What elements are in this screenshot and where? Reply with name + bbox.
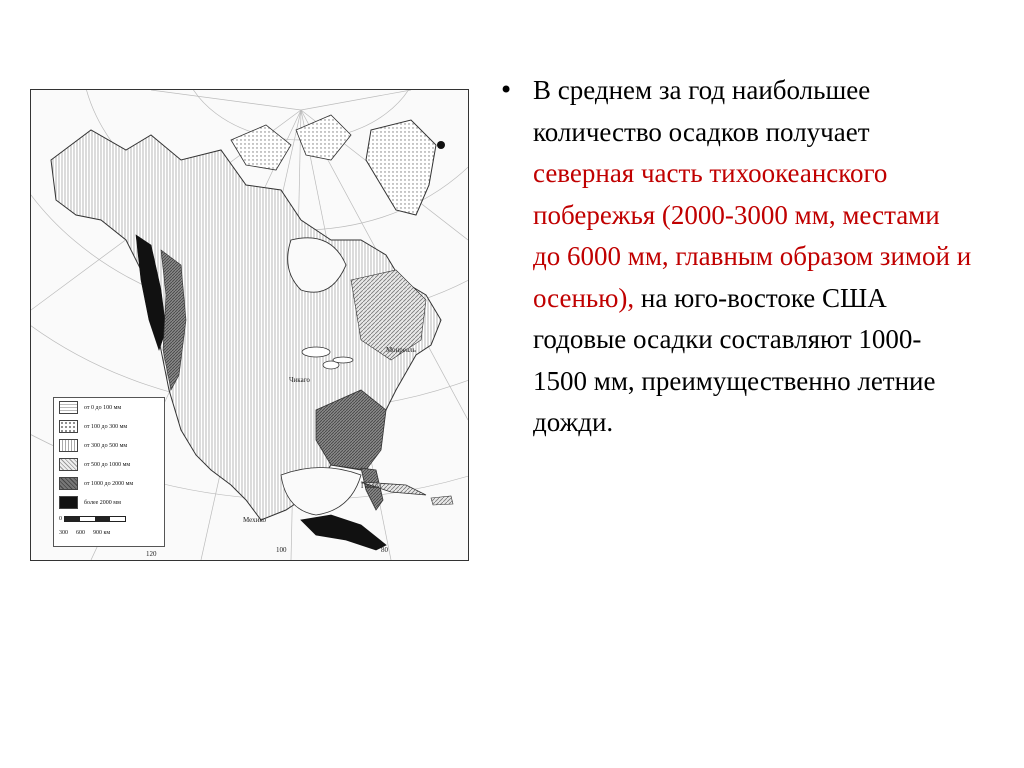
legend-item [54, 493, 164, 512]
hispaniola [431, 496, 453, 505]
text-highlight: северная часть тихоокеанского побережья (2000-3000 мм, местами до 6000 мм, главным образом зимой и осенью), [533, 158, 972, 313]
legend-swatch [59, 401, 78, 414]
legend-label: от 1000 до 2000 мм [84, 480, 134, 487]
legend-label: от 100 до 300 мм [84, 423, 128, 430]
meridian-label-80: 80 [381, 546, 388, 554]
legend-label: более 2000 мм [84, 499, 121, 506]
legend-swatch [59, 420, 78, 433]
arctic-islands [231, 115, 351, 170]
legend-item [54, 474, 164, 493]
meridian-label-120: 120 [146, 550, 157, 558]
legend-label: от 300 до 500 мм [84, 442, 128, 449]
legend-swatch [59, 477, 78, 490]
greenland [366, 120, 436, 215]
legend-label: от 0 до 100 мм [84, 404, 122, 411]
legend-item [54, 398, 164, 417]
legend-item [54, 455, 164, 474]
legend-label: от 500 до 1000 мм [84, 461, 131, 468]
meridian-label-100: 100 [276, 546, 287, 554]
label-montreal: Монреаль [386, 346, 416, 354]
scale-label: 900 км [93, 530, 111, 536]
scale-label: 600 [76, 530, 85, 536]
central-america-high-precip [301, 515, 386, 550]
precipitation-map [30, 89, 469, 561]
legend-swatch [59, 439, 78, 452]
label-chicago: Чикаго [289, 376, 310, 384]
map-scale [54, 512, 164, 526]
scale-bar [64, 516, 126, 522]
map-scale-labels [54, 526, 164, 540]
map-legend [53, 397, 165, 547]
legend-item [54, 417, 164, 436]
scale-label: 300 [59, 530, 68, 536]
slide-bullet-text [499, 70, 973, 444]
legend-item [54, 436, 164, 455]
label-havana: Гавана [361, 482, 382, 490]
text-conclusion: на юго-востоке США годовые осадки составляют 1000-1500 мм, преимущественно летние дожди. [533, 282, 936, 437]
text-intro: В среднем за год наибольшее количество осадков получает [533, 75, 871, 147]
iceland-marker [437, 141, 445, 149]
bullet-icon: • [499, 76, 514, 104]
label-mexico-city: Мехико [243, 516, 266, 524]
gulf-of-mexico [281, 468, 361, 516]
legend-swatch [59, 458, 78, 471]
scale-label: 0 [59, 516, 62, 522]
legend-swatch [59, 496, 78, 509]
